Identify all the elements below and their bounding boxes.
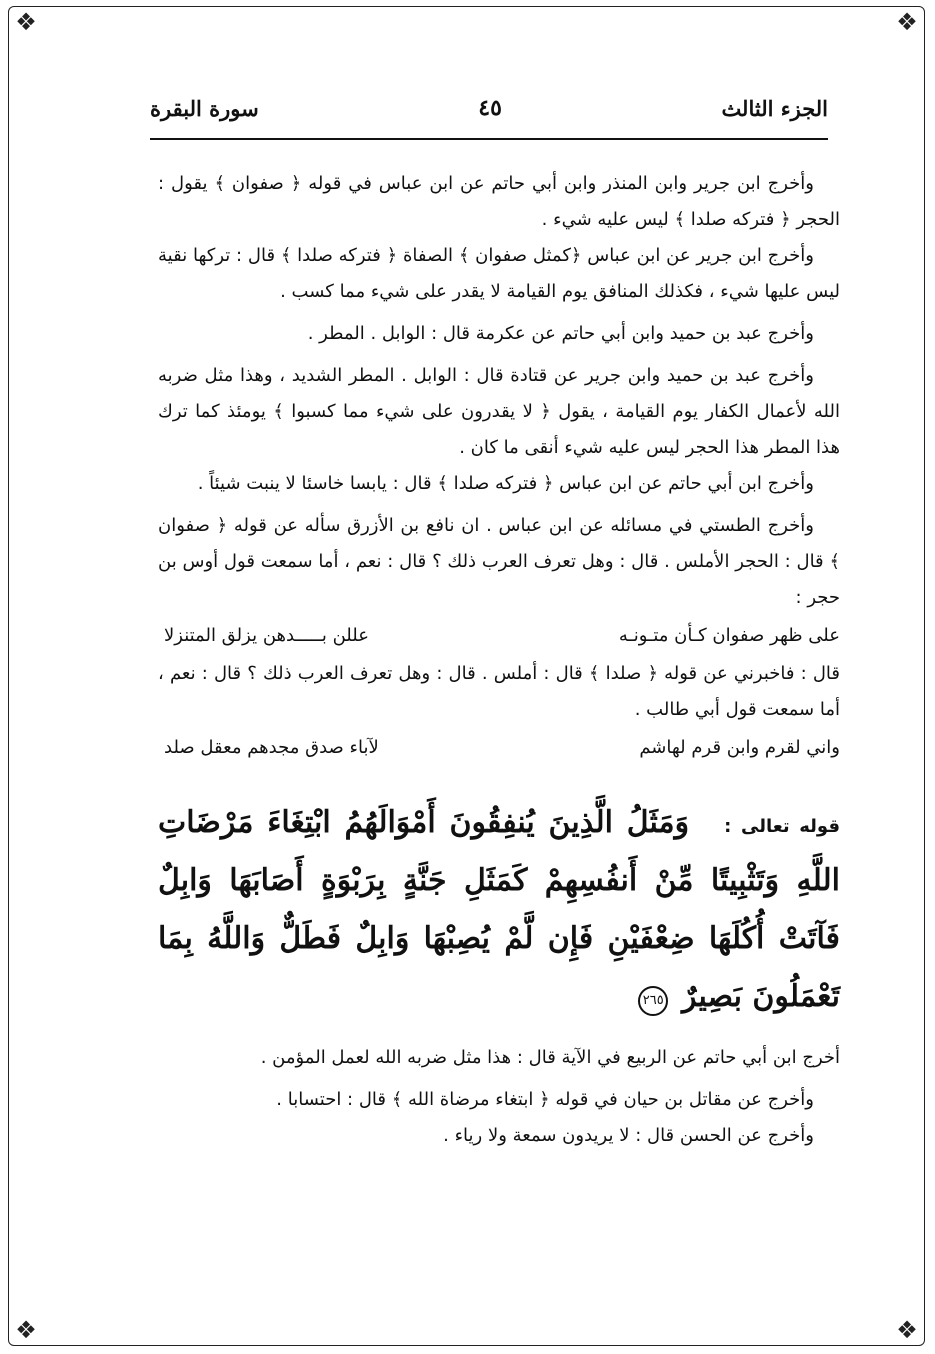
- poem-second-hemistich: عللن بـــــدهن يزلق المتنزلا: [164, 625, 369, 646]
- paragraph: أخرج ابن أبي حاتم عن الربيع في الآية قال : هذا مثل ضربه الله لعمل المؤمن .: [260, 1047, 840, 1068]
- ornament-corner-icon: ❖: [15, 1316, 37, 1344]
- page-header: [150, 88, 828, 128]
- surah-title: سورة البقرة: [150, 95, 259, 121]
- paragraph: وأخرج عبد بن حميد وابن جرير عن قتادة قال : الوابل . المطر الشديد ، وهذا مثل ضربه الله لأعمال الكفار يوم القيامة ، يقول ﴿ لا يقدرون على شيء مما كسبوا ﴾ يومئذ كما ترك هذا المطر هذا الحجر ليس عليه شيء أنقى ما كان .: [158, 365, 840, 458]
- quran-verse-text: وَمَثَلُ الَّذِينَ يُنفِقُونَ أَمْوَالَهُمُ ابْتِغَاءَ مَرْضَاتِ اللَّهِ وَتَثْبِيتًا مِّنْ أَنفُسِهِمْ كَمَثَلِ جَنَّةٍ بِرَبْوَةٍ أَصَابَهَا وَابِلٌ فَآتَتْ أُكُلَهَا ضِعْفَيْنِ فَإِن لَّمْ يُصِبْهَا وَابِلٌ فَطَلٌّ وَاللَّهُ بِمَا تَعْمَلُونَ بَصِيرٌ: [158, 805, 840, 1014]
- poem-verse: [158, 728, 840, 768]
- ayah-label: قوله تعالى :: [724, 816, 840, 837]
- paragraph: وأخرج ابن جرير وابن المنذر وابن أبي حاتم عن ابن عباس في قوله ﴿ صفوان ﴾ يقول : الحجر ﴿ فتركه صلدا ﴾ ليس عليه شيء .: [158, 173, 840, 230]
- poem-first-hemistich: على ظهر صفوان كـأن متـونـه: [618, 625, 840, 646]
- verse-number-icon: ٢٦٥: [638, 986, 668, 1016]
- part-title: الجزء الثالث: [721, 95, 828, 121]
- ornament-corner-icon: ❖: [896, 1316, 918, 1344]
- paragraph: وأخرج الطستي في مسائله عن ابن عباس . ان نافع بن الأزرق سأله عن قوله ﴿ صفوان ﴾ قال : الحجر الأملس . قال : وهل تعرف العرب ذلك ؟ قال : نعم ، أما سمعت قول أوس بن حجر :: [158, 515, 840, 608]
- paragraph: وأخرج عن الحسن قال : لا يريدون سمعة ولا رياء .: [443, 1125, 814, 1146]
- poem-verse: [158, 616, 840, 656]
- header-divider: [150, 138, 828, 140]
- poem-first-hemistich: واني لقرم وابن قرم لهاشم: [639, 737, 840, 758]
- paragraph: وأخرج عبد بن حميد وابن أبي حاتم عن عكرمة قال : الوابل . المطر .: [307, 323, 814, 344]
- paragraph: وأخرج عن مقاتل بن حيان في قوله ﴿ ابتغاء مرضاة الله ﴾ قال : احتسابا .: [276, 1089, 814, 1110]
- quran-verse-block: [158, 794, 840, 1026]
- page-body: [158, 166, 840, 1154]
- ornament-corner-icon: ❖: [896, 8, 918, 36]
- poem-second-hemistich: لآباء صدق مجدهم معقل صلد: [164, 737, 379, 758]
- page-number: ٤٥: [478, 95, 502, 121]
- paragraph: وأخرج ابن جرير عن ابن عباس ﴿كمثل صفوان ﴾ الصفاة ﴿ فتركه صلدا ﴾ قال : تركها نقية ليس عليها شيء ، فكذلك المنافق يوم القيامة لا يقدر على شيء مما كسب .: [158, 245, 840, 302]
- paragraph: قال : فاخبرني عن قوله ﴿ صلدا ﴾ قال : أملس . قال : وهل تعرف العرب ذلك ؟ قال : نعم ، أما سمعت قول أبي طالب .: [158, 663, 840, 720]
- paragraph: وأخرج ابن أبي حاتم عن ابن عباس ﴿ فتركه صلدا ﴾ قال : يابسا خاسئا لا ينبت شيئاً .: [197, 473, 814, 494]
- ornament-corner-icon: ❖: [15, 8, 37, 36]
